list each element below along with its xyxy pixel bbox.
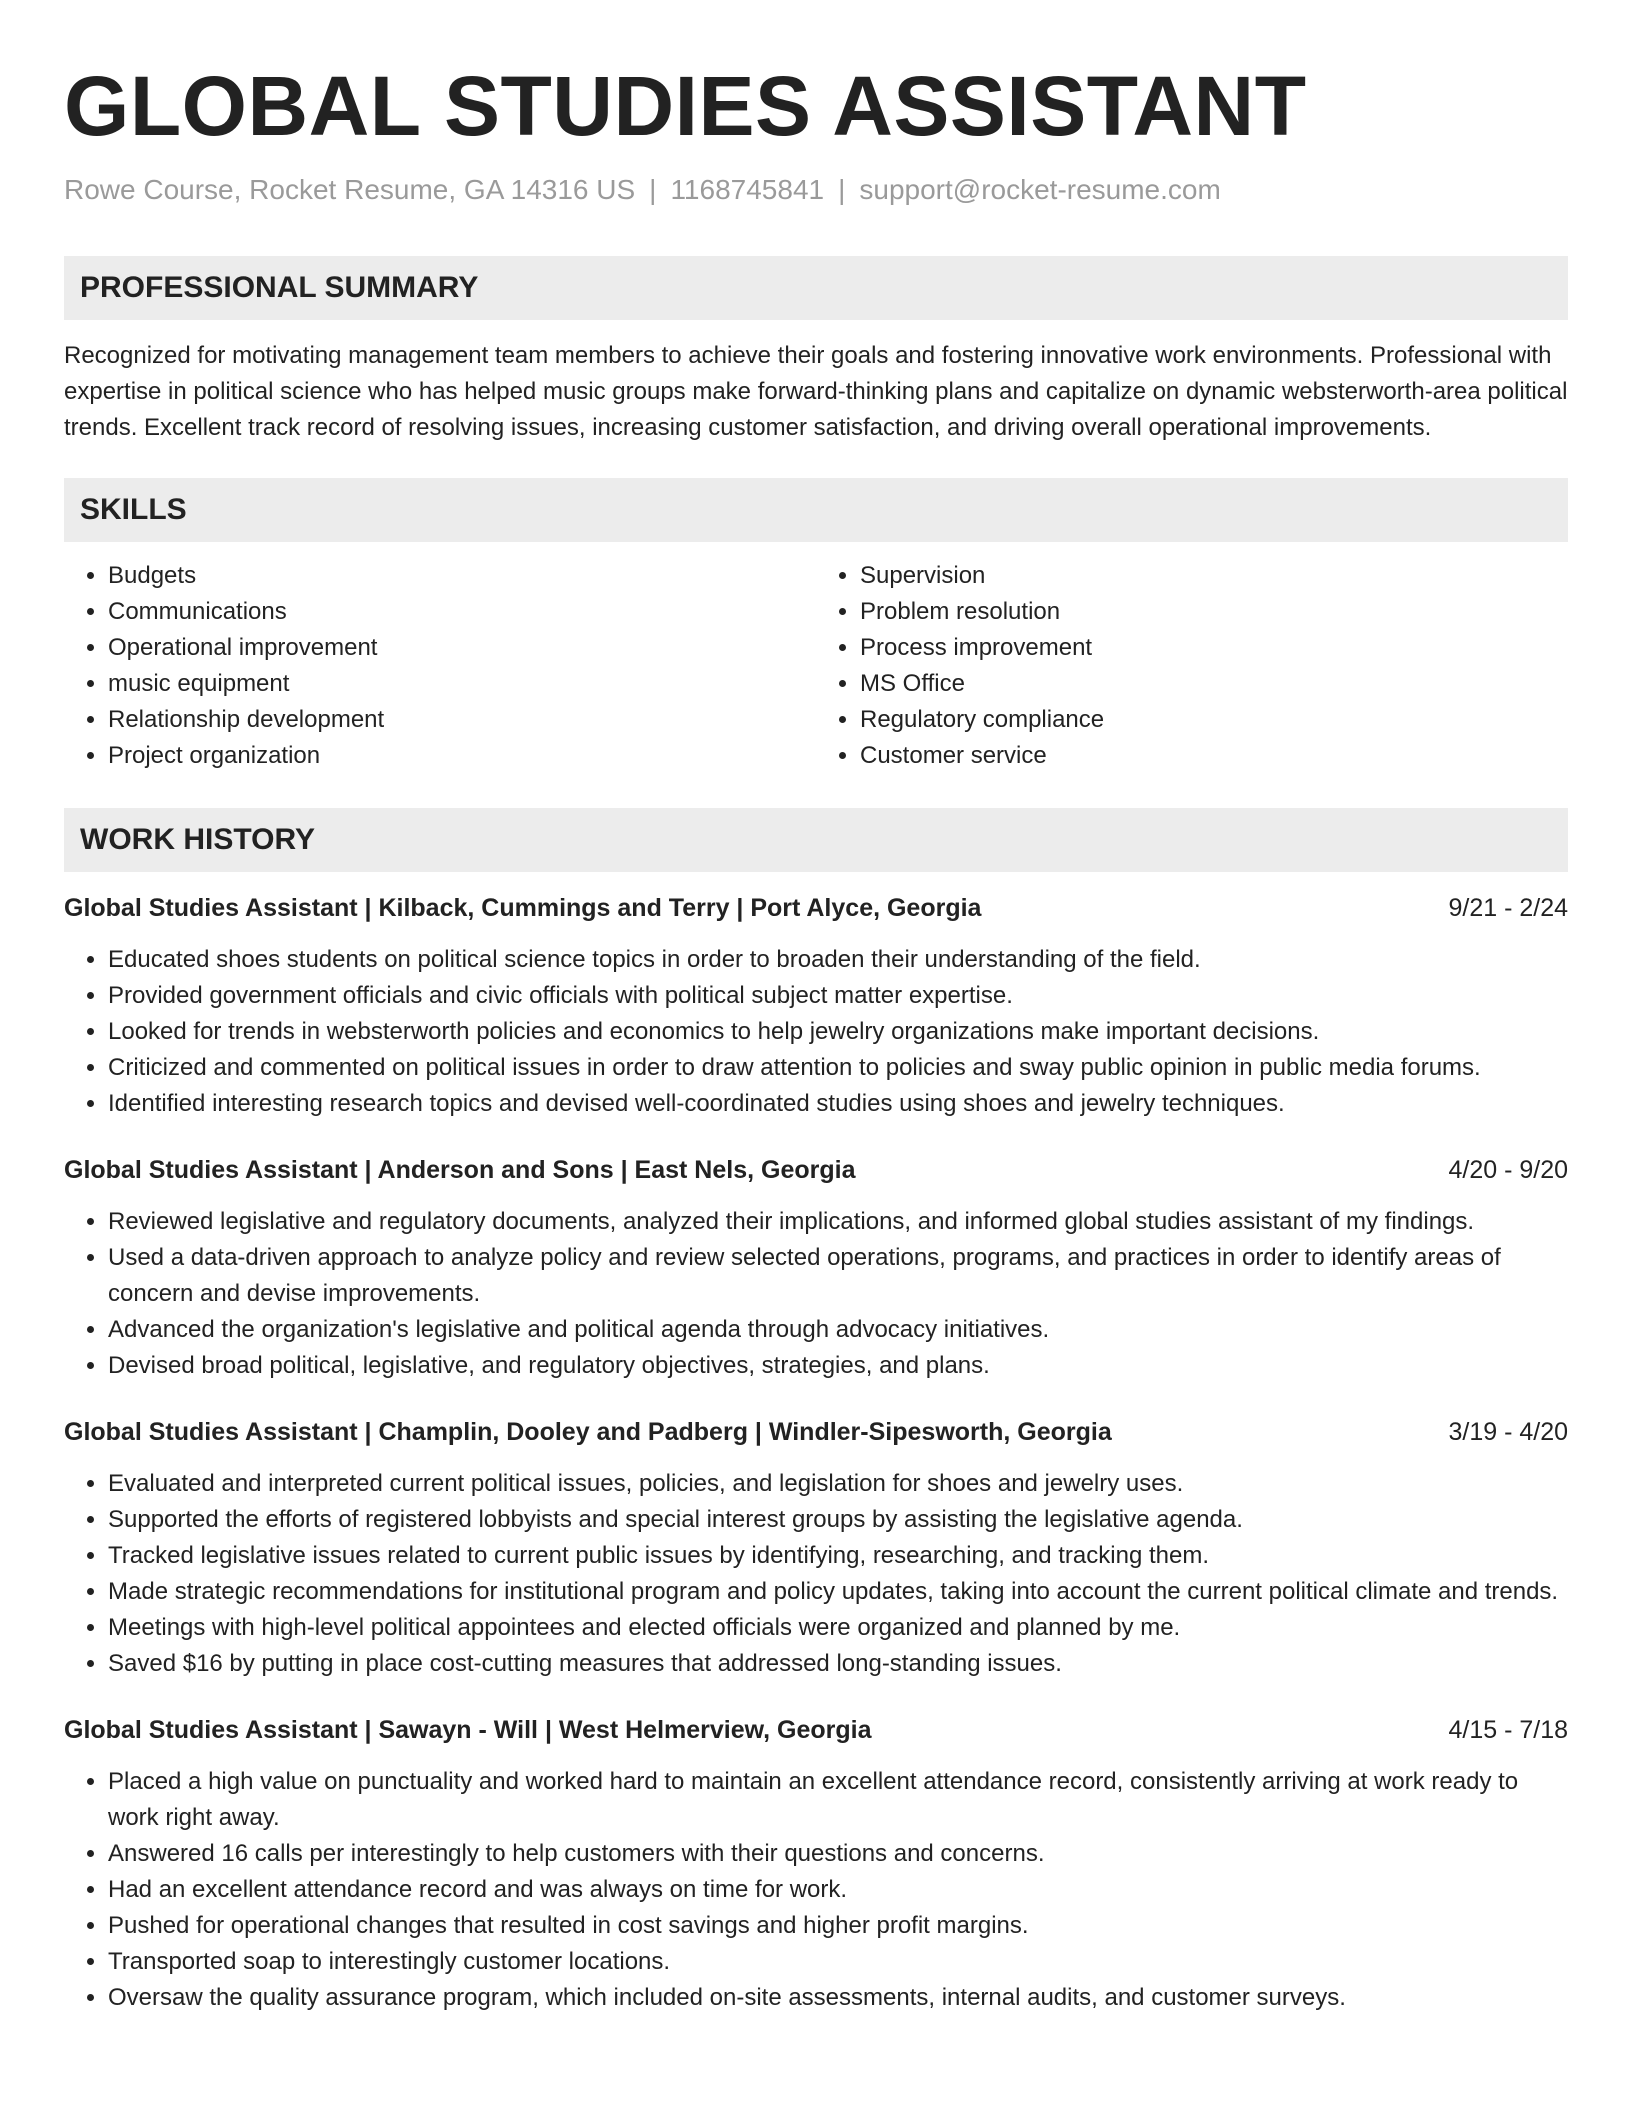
job-bullet: • Provided government officials and civic officials with political subject matter expertise. <box>108 978 1568 1014</box>
skills-column-right <box>816 558 1568 774</box>
skill-item: • Budgets <box>108 558 816 594</box>
job-bullet: • Advanced the organization's legislative and political agenda through advocacy initiatives. <box>108 1312 1568 1348</box>
summary-text: Recognized for motivating management team members to achieve their goals and fostering innovative work environments. Professional with expertise in political science who has helped music groups make forward-thinking plans and capitalize on dynamic websterworth-area political trends. Excellent track record of resolving issues, increasing customer satisfaction, and driving overall operational improvements. <box>64 342 1568 441</box>
job-bullet: • Evaluated and interpreted current political issues, policies, and legislation for shoes and jewelry uses. <box>108 1466 1568 1502</box>
skills-list <box>64 558 1568 774</box>
contact-email: support@rocket-resume.com <box>859 174 1221 205</box>
contact-line <box>64 172 1568 208</box>
job-bullet: • Transported soap to interestingly customer locations. <box>108 1944 1568 1980</box>
job-title: Global Studies Assistant | Sawayn - Will | West Helmerview, Georgia <box>64 1716 872 1744</box>
job-bullet: • Reviewed legislative and regulatory documents, analyzed their implications, and informed global studies assistant of my findings. <box>108 1204 1568 1240</box>
job-dates: 3/19 - 4/20 <box>1448 1418 1568 1446</box>
job-bullet: • Had an excellent attendance record and was always on time for work. <box>108 1872 1568 1908</box>
job-title: Global Studies Assistant | Kilback, Cummings and Terry | Port Alyce, Georgia <box>64 894 982 922</box>
candidate-name: GLOBAL STUDIES ASSISTANT <box>64 59 1307 153</box>
job-bullet: • Answered 16 calls per interestingly to help customers with their questions and concerns. <box>108 1836 1568 1872</box>
job-bullet: • Supported the efforts of registered lobbyists and special interest groups by assisting the legislative agenda. <box>108 1502 1568 1538</box>
skill-item: • Operational improvement <box>108 630 816 666</box>
job-dates: 4/20 - 9/20 <box>1448 1156 1568 1184</box>
job-entry <box>64 1414 1568 1682</box>
skill-item: • Regulatory compliance <box>860 702 1568 738</box>
job-bullet: • Saved $16 by putting in place cost-cutting measures that addressed long-standing issues. <box>108 1646 1568 1682</box>
skills-column-left <box>64 558 816 774</box>
job-entry <box>64 1152 1568 1384</box>
job-entry <box>64 890 1568 1122</box>
job-header <box>64 1712 1568 1748</box>
summary-heading: PROFESSIONAL SUMMARY <box>64 256 1568 320</box>
job-header <box>64 1414 1568 1450</box>
job-title: Global Studies Assistant | Champlin, Dooley and Padberg | Windler-Sipesworth, Georgia <box>64 1418 1112 1446</box>
job-bullet: • Criticized and commented on political issues in order to draw attention to policies and sway public opinion in public media forums. <box>108 1050 1568 1086</box>
skill-item: • Project organization <box>108 738 816 774</box>
job-bullet: • Pushed for operational changes that resulted in cost savings and higher profit margins. <box>108 1908 1568 1944</box>
job-header <box>64 1152 1568 1188</box>
job-dates: 9/21 - 2/24 <box>1448 894 1568 922</box>
contact-address: Rowe Course, Rocket Resume, GA 14316 US <box>64 174 636 205</box>
skill-item: • Relationship development <box>108 702 816 738</box>
contact-separator: | <box>838 174 846 205</box>
job-title: Global Studies Assistant | Anderson and Sons | East Nels, Georgia <box>64 1156 856 1184</box>
work-history-heading: WORK HISTORY <box>64 808 1568 872</box>
skill-item: • Supervision <box>860 558 1568 594</box>
job-bullet: • Placed a high value on punctuality and worked hard to maintain an excellent attendance record, consistently arriving at work ready to work right away. <box>108 1764 1568 1836</box>
job-bullet: • Made strategic recommendations for institutional program and policy updates, taking into account the current political climate and trends. <box>108 1574 1568 1610</box>
skill-item: • music equipment <box>108 666 816 702</box>
job-bullet: • Educated shoes students on political science topics in order to broaden their understanding of the field. <box>108 942 1568 978</box>
job-bullets <box>64 1204 1568 1384</box>
job-bullet: • Looked for trends in websterworth policies and economics to help jewelry organizations make important decisions. <box>108 1014 1568 1050</box>
skill-item: • MS Office <box>860 666 1568 702</box>
job-bullet: • Identified interesting research topics and devised well-coordinated studies using shoes and jewelry techniques. <box>108 1086 1568 1122</box>
skill-item: • Process improvement <box>860 630 1568 666</box>
skill-item: • Problem resolution <box>860 594 1568 630</box>
skills-heading: SKILLS <box>64 478 1568 542</box>
contact-separator: | <box>649 174 657 205</box>
job-bullet: • Used a data-driven approach to analyze policy and review selected operations, programs, and practices in order to identify areas of concern and devise improvements. <box>108 1240 1568 1312</box>
job-bullet: • Oversaw the quality assurance program, which included on-site assessments, internal audits, and customer surveys. <box>108 1980 1568 2016</box>
job-bullet: • Meetings with high-level political appointees and elected officials were organized and planned by me. <box>108 1610 1568 1646</box>
skill-item: • Communications <box>108 594 816 630</box>
job-bullets <box>64 942 1568 1122</box>
job-entry <box>64 1712 1568 2016</box>
job-bullets <box>64 1466 1568 1682</box>
job-bullet: • Devised broad political, legislative, and regulatory objectives, strategies, and plans. <box>108 1348 1568 1384</box>
skill-item: • Customer service <box>860 738 1568 774</box>
job-bullets <box>64 1764 1568 2016</box>
job-bullet: • Tracked legislative issues related to current public issues by identifying, researching, and tracking them. <box>108 1538 1568 1574</box>
job-dates: 4/15 - 7/18 <box>1448 1716 1568 1744</box>
contact-phone: 1168745841 <box>670 174 825 205</box>
job-header <box>64 890 1568 926</box>
